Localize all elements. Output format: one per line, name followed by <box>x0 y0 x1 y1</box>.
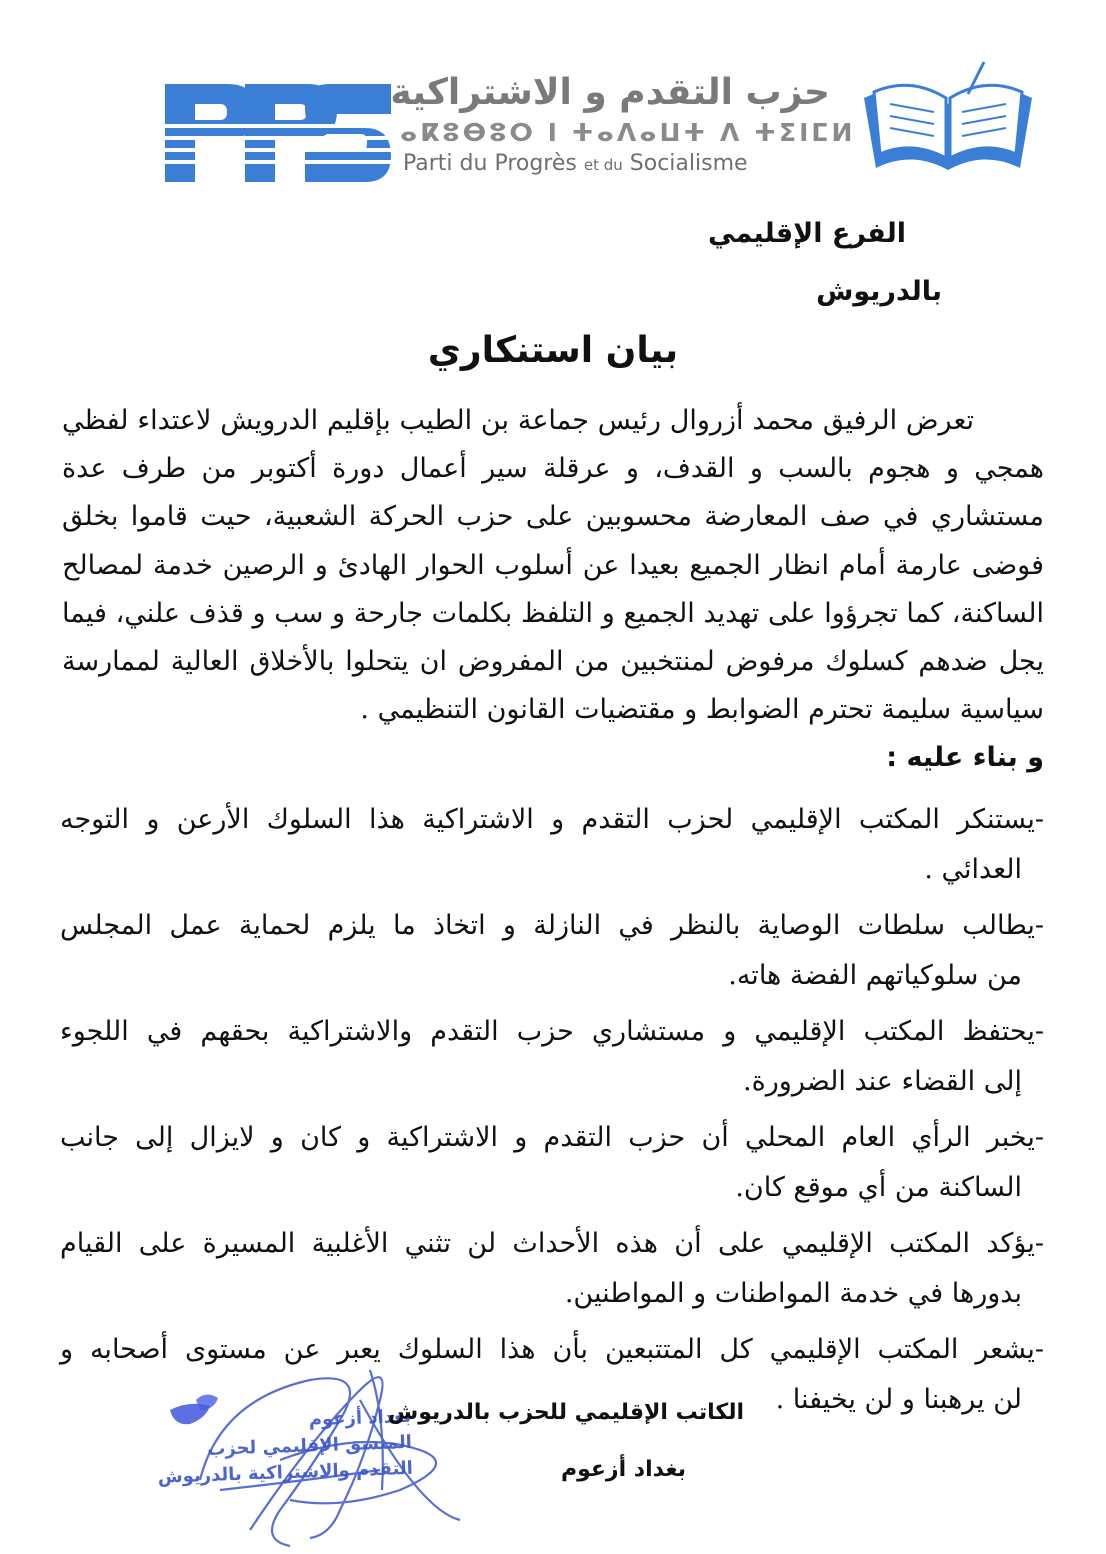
official-stamp <box>157 1404 414 1490</box>
resolution-line: -يستنكر المكتب الإقليمي لحزب التقدم و الاشتراكية هذا السلوك الأرعن و التوجه <box>60 804 1044 835</box>
open-book-icon <box>860 58 1036 176</box>
resolution-item <box>60 795 1044 895</box>
branch-header <box>708 205 942 321</box>
resolutions-list <box>60 795 1044 1431</box>
statement-paragraph: تعرض الرفيق محمد أزروال رئيس جماعة بن الطيب بإقليم الدرويش لاعتداء لفظي همجي و هجوم بالسب و القدف، و عرقلة سير أعمال دورة أكتوبر من طرف عدة مستشاري في صف المعارضة محسوبين على حزب الحركة الشعبية، حيت قاموا بخلق فوضى عارمة أمام انظار الجميع بعيدا عن أسلوب الحوار الهادئ و الرصين خدمة لمصالح الساكنة، كما تجرؤوا على تهديد الجميع و التلفظ بكلمات جارحة و سب و قذف علني، فيما يجل ضدهم كسلوك مرفوض لمنتخبين من المفروض ان يتحلوا بالأخلاق العالية لممارسة سياسية سليمة تحترم الضوابط و مقتضيات القانون التنظيمي . <box>62 405 1044 726</box>
stamp-line: التقدم والاشتراكية بالدريوش <box>157 1457 414 1488</box>
resolution-line: -يطالب سلطات الوصاية بالنظر في النازلة و اتخاذ ما يلزم لحماية عمل المجلس <box>60 910 1044 941</box>
party-name-french-small: et du <box>583 156 623 174</box>
resolution-line: -يخبر الرأي العام المحلي أن حزب التقدم و الاشتراكية و كان و لايزال إلى جانب <box>60 1122 1044 1153</box>
resolution-continuation: إلى القضاء عند الضرورة. <box>743 1066 1022 1097</box>
resolution-item <box>60 1007 1044 1107</box>
party-name-french <box>403 151 748 176</box>
party-name-tifinagh: ⴰⴽⵓⴱⵓⵔ ⵏ ⵜⴰⴷⴰⵡⵜ ⴷ ⵜⵉⵏⵎⵍ <box>400 118 856 147</box>
branch-line-2: بالدريوش <box>816 276 942 307</box>
stamp-line: المنسق الإقليمي لحزب <box>206 1431 413 1460</box>
resolution-continuation: العدائي . <box>924 854 1022 885</box>
party-name-arabic: حزب التقدم و الاشتراكية <box>390 72 830 113</box>
stamp-line: بغداد أزعوم <box>308 1405 412 1431</box>
resolution-line: -يشعر المكتب الإقليمي كل المتتبعين بأن هذا السلوك يعبر عن مستوى أصحابه و <box>60 1334 1044 1365</box>
resolution-item <box>60 901 1044 1001</box>
resolution-item <box>60 1219 1044 1319</box>
document-title: بيان استنكاري <box>427 330 679 371</box>
signatory-title: الكاتب الإقليمي للحزب بالدريوش <box>387 1400 744 1425</box>
pps-logo <box>165 84 391 182</box>
branch-line-1: الفرع الإقليمي <box>708 218 906 249</box>
resolution-line: -يؤكد المكتب الإقليمي على أن هذه الأحداث لن تثني الأغلبية المسيرة على القيام <box>60 1228 1044 1259</box>
party-name-french-main: Parti du Progrès <box>403 151 577 176</box>
resolution-continuation: لن يرهبنا و لن يخيفنا . <box>775 1384 1022 1415</box>
resolution-continuation: الساكنة من أي موقع كان. <box>735 1172 1022 1203</box>
resolution-continuation: بدورها في خدمة المواطنات و المواطنين. <box>564 1278 1022 1309</box>
party-name-french-end: Socialisme <box>629 151 748 176</box>
statement-body <box>62 397 1044 734</box>
resolution-line: -يحتفظ المكتب الإقليمي و مستشاري حزب التقدم والاشتراكية بحقهم في اللجوء <box>60 1016 1044 1047</box>
resolution-item <box>60 1113 1044 1213</box>
resolution-continuation: من سلوكياتهم الفضة هاته. <box>728 960 1022 991</box>
signatory-name: بغداد أزعوم <box>560 1457 686 1482</box>
therefore-heading: و بناء عليه : <box>886 742 1044 773</box>
